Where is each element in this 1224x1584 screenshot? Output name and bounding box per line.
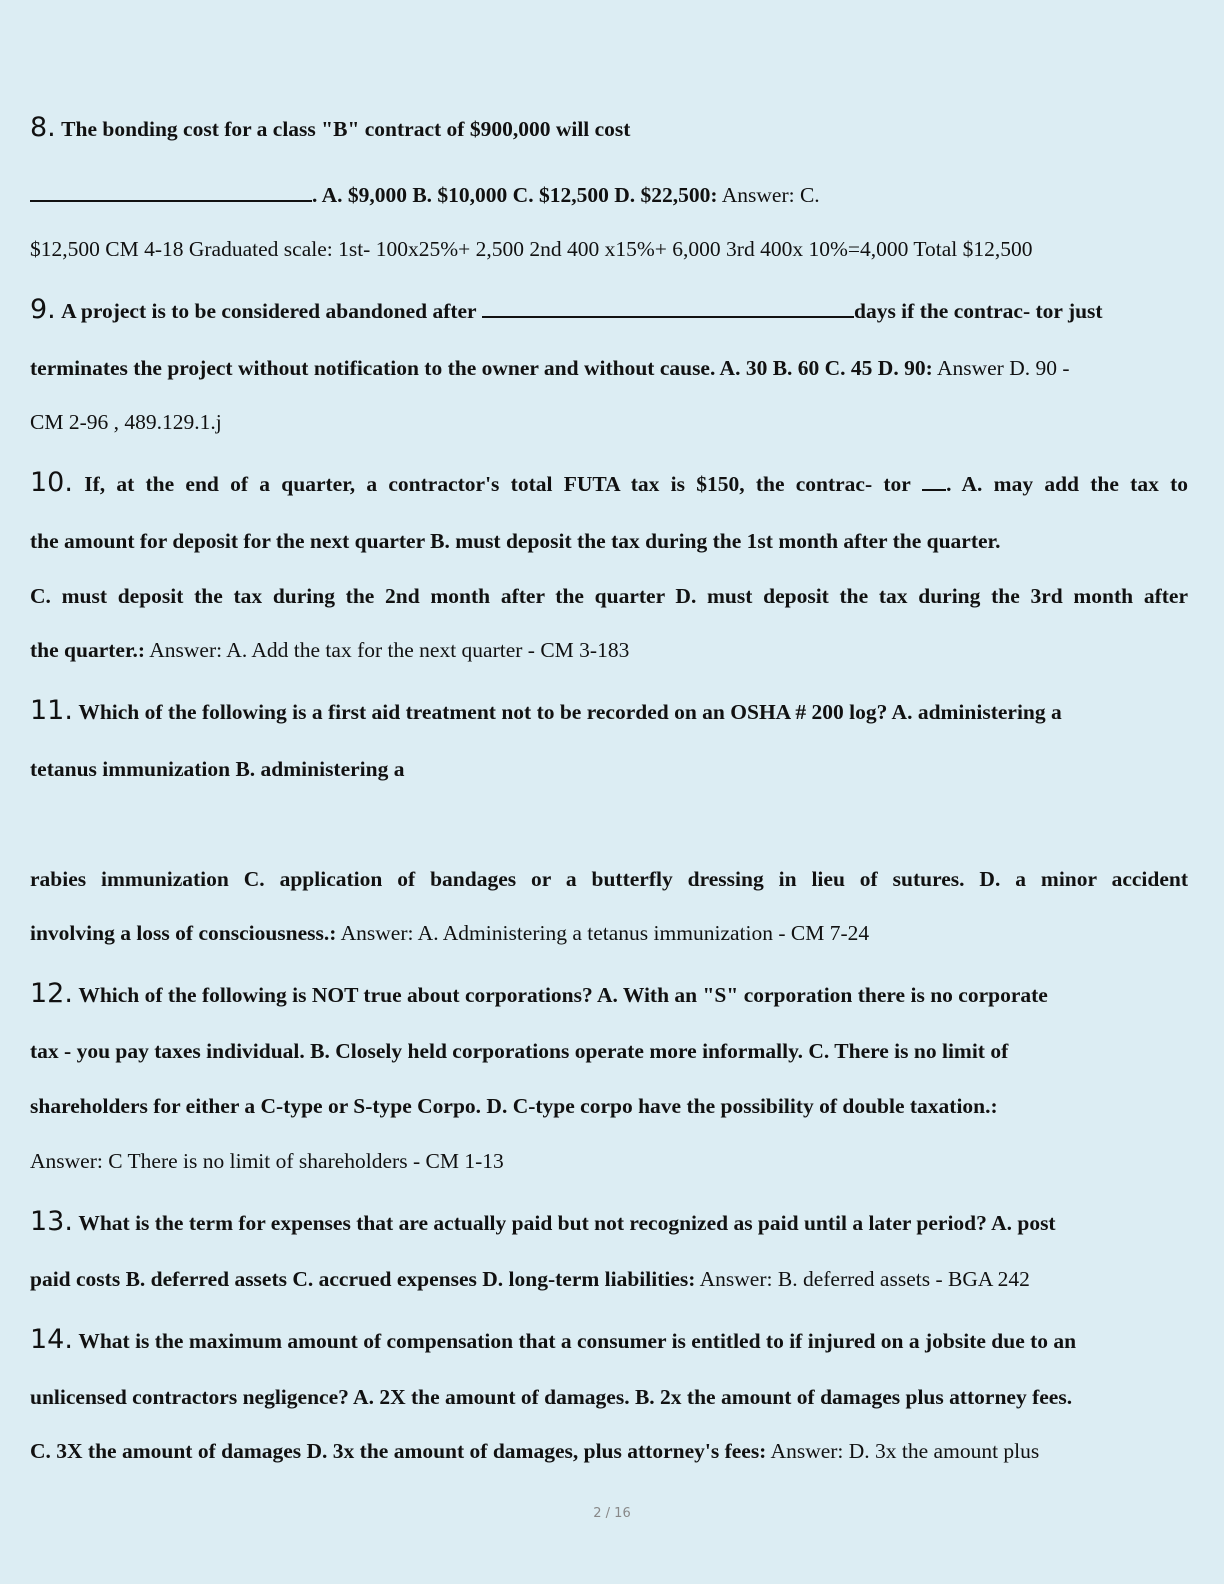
page-number: 2 / 16 — [593, 1506, 631, 1521]
question-8-line-1 — [30, 114, 630, 143]
question-number: 9. — [30, 294, 56, 325]
question-text: . A. may add the tax to — [946, 472, 1188, 496]
question-text: A project is to be considered abandoned after — [61, 299, 477, 323]
answer-blank — [482, 296, 854, 318]
question-text: If, at the end of a quarter, a contractor's total FUTA tax is $150, the contrac- tor — [84, 472, 911, 496]
question-options: C. 3X the amount of damages D. 3x the amount of damages, plus attorney's fees: — [30, 1439, 767, 1463]
question-9-line-3 — [30, 408, 222, 436]
question-text: days if the contrac- tor just — [853, 299, 1103, 323]
question-12-line-4 — [30, 1147, 504, 1175]
answer-text: Answer: C. — [721, 183, 820, 207]
question-10-line-4 — [30, 636, 629, 664]
question-11-line-4 — [30, 919, 869, 947]
question-12-line-2 — [30, 1037, 1008, 1065]
question-10-line-2 — [30, 527, 1000, 555]
question-8-line-2 — [30, 180, 820, 209]
question-options: . A. $9,000 B. $10,000 C. $12,500 D. $22,500: — [312, 183, 718, 207]
question-10-line-3 — [30, 582, 1188, 610]
question-number: 14. — [30, 1324, 73, 1355]
answer-text: Answer: C There is no limit of shareholders - CM 1-13 — [30, 1149, 504, 1173]
answer-text: Answer: B. deferred assets - BGA 242 — [699, 1267, 1030, 1291]
question-number: 13. — [30, 1206, 73, 1237]
question-options: paid costs B. deferred assets C. accrued expenses D. long-term liabilities: — [30, 1267, 696, 1291]
question-14-line-3 — [30, 1437, 1039, 1465]
answer-explanation: $12,500 CM 4-18 Graduated scale: 1st- 100x25%+ 2,500 2nd 400 x15%+ 6,000 3rd 400x 10%=4,000 Total $12,500 — [30, 237, 1033, 261]
question-number: 8. — [30, 112, 56, 143]
answer-text: Answer: A. Administering a tetanus immunization - CM 7-24 — [340, 921, 870, 945]
question-9-line-2 — [30, 354, 1070, 382]
question-text: C. must deposit the tax during the 2nd month after the quarter D. must deposit the tax during the 3rd month after — [30, 584, 1188, 608]
question-13-line-1 — [30, 1208, 1056, 1237]
question-text: Which of the following is a first aid treatment not to be recorded on an OSHA # 200 log? A. administering a — [78, 700, 1062, 724]
question-text: What is the maximum amount of compensation that a consumer is entitled to if injured on a jobsite due to an — [78, 1329, 1077, 1353]
question-12-line-3 — [30, 1092, 998, 1120]
question-9-line-1 — [30, 296, 1103, 325]
answer-text: Answer: D. 3x the amount plus — [770, 1439, 1040, 1463]
document-page — [30, 0, 1190, 1584]
question-options: the quarter.: — [30, 638, 146, 662]
question-number: 10. — [30, 467, 73, 498]
question-11-line-3 — [30, 865, 1188, 893]
question-text: the amount for deposit for the next quarter B. must deposit the tax during the 1st month after the quarter. — [30, 529, 1001, 553]
question-text: tetanus immunization B. administering a — [30, 757, 405, 781]
question-text: rabies immunization C. application of bandages or a butterfly dressing in lieu of sutures. D. a minor accident — [30, 867, 1188, 891]
question-13-line-2 — [30, 1265, 1030, 1293]
question-options: terminates the project without notification to the owner and without cause. A. 30 B. 60 C. 45 D. 90: — [30, 356, 933, 380]
question-text: The bonding cost for a class "B" contract of $900,000 will cost — [61, 117, 631, 141]
question-text: shareholders for either a C-type or S-type Corpo. D. C-type corpo have the possibility of double taxation.: — [30, 1094, 998, 1118]
question-options: involving a loss of consciousness.: — [30, 921, 337, 945]
question-10-line-1 — [30, 469, 1188, 498]
question-11-line-1 — [30, 697, 1062, 726]
answer-blank — [30, 180, 312, 202]
question-14-line-1 — [30, 1326, 1076, 1355]
answer-explanation: CM 2-96 , 489.129.1.j — [30, 410, 222, 434]
question-8-line-3 — [30, 235, 1032, 263]
question-11-line-2 — [30, 755, 405, 783]
question-text: unlicensed contractors negligence? A. 2X the amount of damages. B. 2x the amount of damages plus attorney fees. — [30, 1385, 1073, 1409]
question-14-line-2 — [30, 1383, 1072, 1411]
answer-text: Answer: A. Add the tax for the next quarter - CM 3-183 — [149, 638, 630, 662]
question-text: What is the term for expenses that are actually paid but not recognized as paid until a later period? A. post — [78, 1211, 1056, 1235]
question-12-line-1 — [30, 980, 1048, 1009]
question-text: tax - you pay taxes individual. B. Closely held corporations operate more informally. C. There is no limit of — [30, 1039, 1009, 1063]
answer-blank — [922, 469, 946, 491]
question-number: 11. — [30, 695, 73, 726]
question-text: Which of the following is NOT true about corporations? A. With an "S" corporation there is no corporate — [78, 983, 1048, 1007]
question-number: 12. — [30, 978, 73, 1009]
answer-text: Answer D. 90 - — [936, 356, 1070, 380]
